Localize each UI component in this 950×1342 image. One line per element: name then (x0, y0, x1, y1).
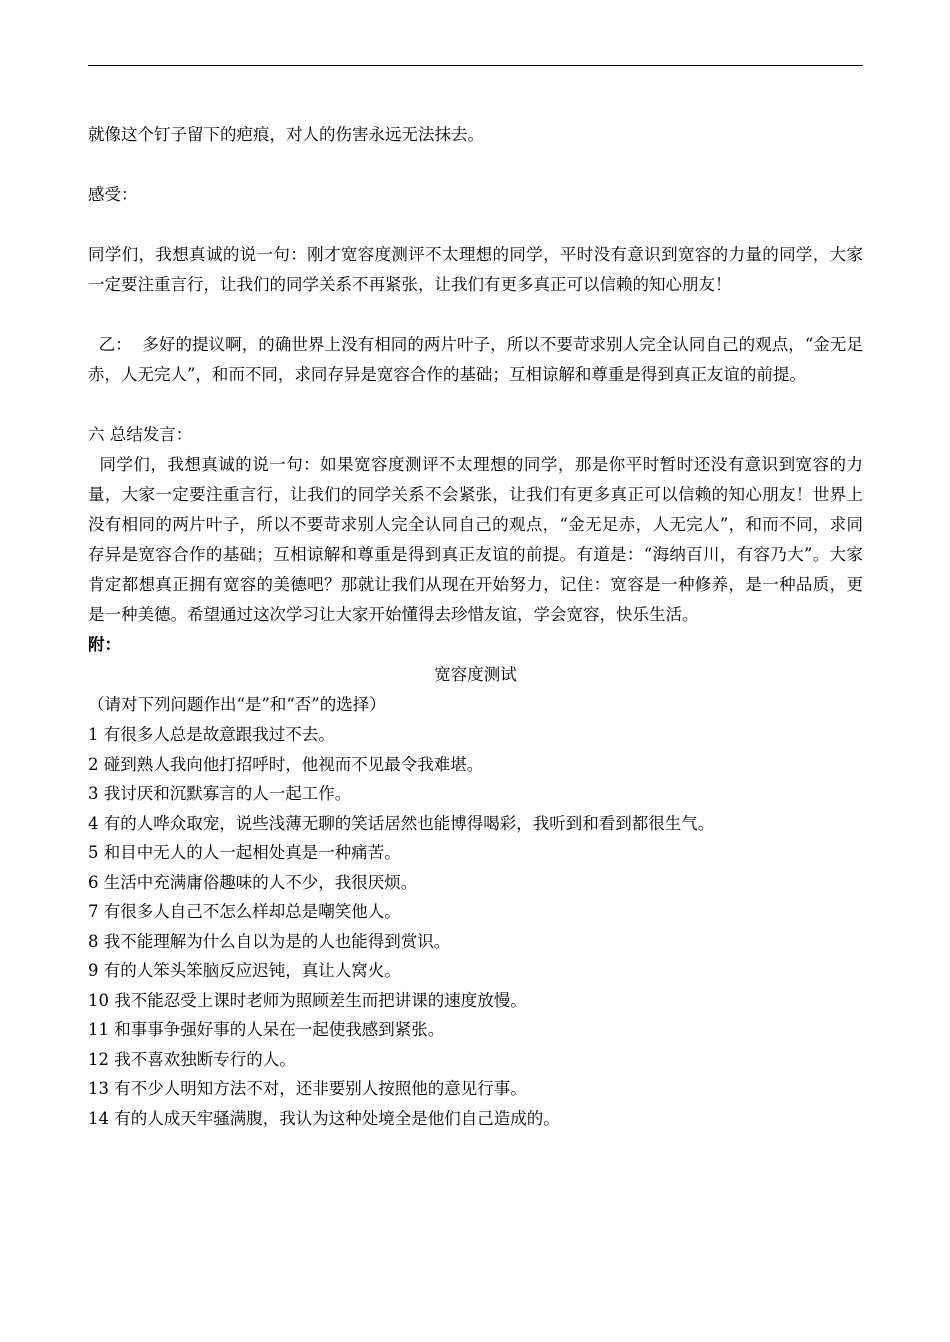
list-item: 8 我不能理解为什么自以为是的人也能得到赏识。 (88, 931, 451, 951)
list-item: 6 生活中充满庸俗趣味的人不少，我很厌烦。 (88, 872, 418, 892)
list-item: 1 有很多人总是故意跟我过不去。 (88, 725, 335, 744)
list-item: 13 有不少人明知方法不对，还非要别人按照他的意见行事。 (88, 1079, 527, 1098)
paragraph-summary: 同学们，我想真诚的说一句：如果宽容度测评不太理想的同学，那是你平时暂时还没有意识到宽容的力量，大家一定要注重言行，让我们的同学关系不会紧张，让我们有更多真正可以信赖的知心朋友！世界上没有相同的两片叶子，所以不要苛求别人完全认同自己的观点，“金无足赤，人无完人”，和而不同，求同存异是宽容合作的基础；互相谅解和尊重是得到真正友谊的前提。有道是：“海纳百川，有容乃大”。大家肯定都想真正拥有宽容的美德吧？那就让我们从现在开始努力，记住：宽容是一种修养，是一种品质，更是一种美德。希望通过这次学习让大家开始懂得去珍惜友谊，学会宽容，快乐生活。 (88, 455, 863, 624)
summary-heading: 六 总结发言： (88, 425, 193, 444)
paragraph-nail-scar: 就像这个钉子留下的疤痕，对人的伤害永远无法抹去。 (88, 125, 484, 144)
document-body (88, 120, 863, 1133)
spacer (88, 210, 863, 240)
appendix-label: 附： (88, 635, 121, 654)
list-item: 2 碰到熟人我向他打招呼时，他视而不见最令我难堪。 (88, 754, 484, 774)
spacer (88, 150, 863, 180)
paragraph-feeling: 同学们，我想真诚的说一句：刚才宽容度测评不太理想的同学，平时没有意识到宽容的力量的同学，大家一定要注重言行，让我们的同学关系不再紧张，让我们有更多真正可以信赖的知心朋友！ (88, 245, 863, 294)
spacer (88, 390, 863, 420)
list-item: 5 和目中无人的人一起相处真是一种痛苦。 (88, 843, 401, 862)
spacer (88, 300, 863, 330)
feeling-label: 感受： (88, 185, 138, 204)
list-item: 10 我不能忍受上课时老师为照顾差生而把讲课的速度放慢。 (88, 990, 527, 1010)
list-item: 9 有的人笨头笨脑反应迟钝，真让人窝火。 (88, 961, 401, 980)
test-instruction: （请对下列问题作出“是”和“否”的选择） (88, 695, 386, 714)
question-list (88, 720, 863, 1133)
list-item: 7 有很多人自己不怎么样却总是嘲笑他人。 (88, 902, 401, 921)
list-item: 14 有的人成天牢骚满腹，我认为这种处境全是他们自己造成的。 (88, 1108, 560, 1128)
test-title: 宽容度测试 (434, 665, 517, 684)
list-item: 11 和事事争强好事的人呆在一起使我感到紧张。 (88, 1020, 445, 1039)
list-item: 12 我不喜欢独断专行的人。 (88, 1049, 296, 1069)
paragraph-yi: 乙： 多好的提议啊，的确世界上没有相同的两片叶子，所以不要苛求别人完全认同自己的观点，“金无足赤，人无完人”，和而不同，求同存异是宽容合作的基础；互相谅解和尊重是得到真正友谊的前提。 (88, 335, 863, 384)
list-item: 3 我讨厌和沉默寡言的人一起工作。 (88, 784, 352, 803)
header-rule (88, 65, 863, 66)
list-item: 4 有的人哗众取宠，说些浅薄无聊的笑话居然也能博得喝彩，我听到和看到都很生气。 (88, 813, 715, 833)
